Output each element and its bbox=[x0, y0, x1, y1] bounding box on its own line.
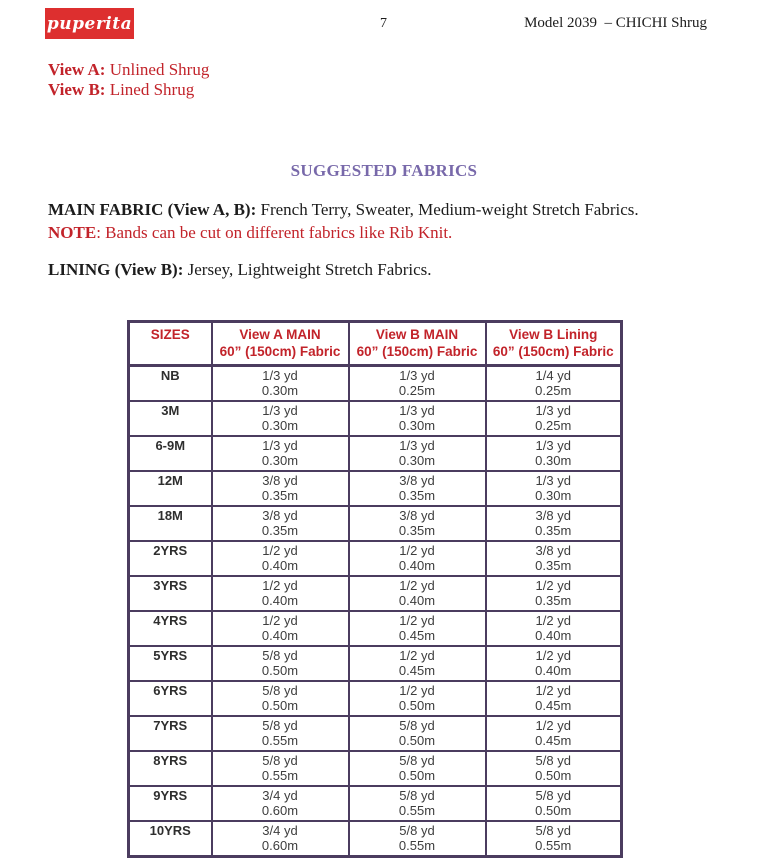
fabric-amount-cell bbox=[212, 821, 349, 857]
meters-value: 0.45m bbox=[398, 663, 436, 678]
meters-value: 0.60m bbox=[261, 838, 299, 853]
table-row bbox=[129, 471, 622, 506]
yardage-value: 1/2 yd bbox=[535, 578, 571, 593]
fabric-amount-cell bbox=[349, 436, 486, 471]
table-row bbox=[129, 611, 622, 646]
view-b-line bbox=[48, 80, 209, 100]
meters-value: 0.35m bbox=[398, 523, 436, 538]
lining-text: Jersey, Lightweight Stretch Fabrics. bbox=[183, 260, 432, 279]
fabric-amount-cell bbox=[349, 786, 486, 821]
main-fabric-text: French Terry, Sweater, Medium-weight Stretch Fabrics. bbox=[256, 200, 639, 219]
meters-value: 0.40m bbox=[535, 663, 572, 678]
table-row bbox=[129, 401, 622, 436]
yardage-value: 1/2 yd bbox=[535, 718, 571, 733]
yardage-value: 1/2 yd bbox=[262, 543, 298, 558]
header-line2: 60” (150cm) Fabric bbox=[356, 344, 478, 359]
yardage-value: 1/3 yd bbox=[262, 368, 298, 383]
meters-value: 0.50m bbox=[398, 768, 436, 783]
header-sizes-label: SIZES bbox=[150, 327, 190, 342]
fabric-amount-cell bbox=[486, 541, 622, 576]
table-row bbox=[129, 436, 622, 471]
table-row bbox=[129, 366, 622, 402]
meters-value: 0.55m bbox=[261, 733, 299, 748]
yardage-value: 5/8 yd bbox=[262, 683, 298, 698]
yardage-value: 1/2 yd bbox=[399, 648, 435, 663]
header-line2: 60” (150cm) Fabric bbox=[219, 344, 341, 359]
table-row bbox=[129, 751, 622, 786]
yardage-value: 3/8 yd bbox=[399, 473, 435, 488]
meters-value: 0.60m bbox=[261, 803, 299, 818]
views-block bbox=[48, 60, 209, 99]
fabric-amount-cell bbox=[212, 786, 349, 821]
yardage-value: 1/3 yd bbox=[535, 473, 571, 488]
table-row bbox=[129, 716, 622, 751]
fabric-amount-cell bbox=[486, 366, 622, 402]
yardage-value: 1/4 yd bbox=[535, 368, 571, 383]
meters-value: 0.30m bbox=[535, 488, 572, 503]
fabric-amount-cell bbox=[486, 506, 622, 541]
fabric-amount-cell bbox=[349, 751, 486, 786]
main-fabric-paragraph bbox=[48, 199, 639, 221]
meters-value: 0.30m bbox=[398, 418, 436, 433]
yardage-value: 5/8 yd bbox=[399, 753, 435, 768]
fabric-amount-cell bbox=[212, 541, 349, 576]
note-label: NOTE bbox=[48, 223, 97, 242]
size-cell: 8YRS bbox=[129, 751, 212, 786]
fabric-amount-cell bbox=[486, 786, 622, 821]
fabric-amount-cell bbox=[486, 576, 622, 611]
meters-value: 0.45m bbox=[398, 628, 436, 643]
size-cell: 12M bbox=[129, 471, 212, 506]
size-cell: 6-9M bbox=[129, 436, 212, 471]
fabric-amount-cell bbox=[349, 611, 486, 646]
fabric-amount-cell bbox=[349, 366, 486, 402]
yardage-value: 1/3 yd bbox=[535, 438, 571, 453]
main-fabric-label: MAIN FABRIC (View A, B): bbox=[48, 200, 257, 219]
fabric-amount-cell bbox=[212, 646, 349, 681]
yardage-value: 1/2 yd bbox=[535, 613, 571, 628]
meters-value: 0.25m bbox=[535, 383, 572, 398]
yardage-value: 3/4 yd bbox=[262, 823, 298, 838]
fabric-amount-cell bbox=[212, 506, 349, 541]
size-cell: 4YRS bbox=[129, 611, 212, 646]
fabric-amount-cell bbox=[349, 541, 486, 576]
view-a-line bbox=[48, 60, 209, 80]
yardage-value: 1/3 yd bbox=[399, 403, 435, 418]
yardage-value: 1/2 yd bbox=[399, 543, 435, 558]
yardage-value: 3/8 yd bbox=[535, 508, 571, 523]
table-row bbox=[129, 821, 622, 857]
fabric-amount-cell bbox=[349, 576, 486, 611]
view-a-text: Unlined Shrug bbox=[105, 60, 210, 79]
yardage-value: 1/2 yd bbox=[262, 578, 298, 593]
meters-value: 0.45m bbox=[535, 698, 572, 713]
meters-value: 0.50m bbox=[398, 698, 436, 713]
yardage-value: 1/3 yd bbox=[262, 403, 298, 418]
fabric-amount-cell bbox=[486, 646, 622, 681]
meters-value: 0.40m bbox=[261, 593, 299, 608]
header-line1: View B Lining bbox=[509, 327, 598, 342]
yardage-value: 1/2 yd bbox=[535, 648, 571, 663]
section-title: SUGGESTED FABRICS bbox=[290, 161, 478, 180]
yardage-value: 3/8 yd bbox=[262, 508, 298, 523]
note-paragraph bbox=[48, 222, 452, 244]
meters-value: 0.40m bbox=[398, 558, 436, 573]
model-title: Model 2039 – CHICHI Shrug bbox=[524, 15, 707, 31]
yardage-value: 1/3 yd bbox=[262, 438, 298, 453]
meters-value: 0.30m bbox=[535, 453, 572, 468]
size-cell: 18M bbox=[129, 506, 212, 541]
note-text: : Bands can be cut on different fabrics like Rib Knit. bbox=[96, 223, 453, 242]
size-cell: 3M bbox=[129, 401, 212, 436]
yardage-value: 1/2 yd bbox=[399, 683, 435, 698]
yardage-value: 1/3 yd bbox=[535, 403, 571, 418]
yardage-value: 5/8 yd bbox=[262, 718, 298, 733]
fabric-amount-cell bbox=[349, 506, 486, 541]
page-number: 7 bbox=[380, 16, 387, 31]
size-cell: 2YRS bbox=[129, 541, 212, 576]
meters-value: 0.40m bbox=[261, 628, 299, 643]
fabric-amount-cell bbox=[486, 821, 622, 857]
fabric-table-body bbox=[129, 366, 622, 857]
meters-value: 0.35m bbox=[398, 488, 436, 503]
fabric-amount-cell bbox=[486, 401, 622, 436]
yardage-value: 1/2 yd bbox=[399, 578, 435, 593]
meters-value: 0.40m bbox=[261, 558, 299, 573]
meters-value: 0.25m bbox=[535, 418, 572, 433]
size-cell: 3YRS bbox=[129, 576, 212, 611]
meters-value: 0.25m bbox=[398, 383, 436, 398]
meters-value: 0.30m bbox=[398, 453, 436, 468]
lining-label: LINING (View B): bbox=[48, 260, 184, 279]
meters-value: 0.55m bbox=[398, 838, 436, 853]
meters-value: 0.50m bbox=[535, 803, 572, 818]
yardage-value: 1/3 yd bbox=[399, 368, 435, 383]
meters-value: 0.45m bbox=[535, 733, 572, 748]
yardage-value: 5/8 yd bbox=[535, 753, 571, 768]
fabric-amount-cell bbox=[486, 436, 622, 471]
table-row bbox=[129, 646, 622, 681]
meters-value: 0.35m bbox=[535, 593, 572, 608]
yardage-value: 5/8 yd bbox=[535, 788, 571, 803]
yardage-value: 3/8 yd bbox=[399, 508, 435, 523]
fabric-amount-cell bbox=[349, 471, 486, 506]
fabric-amount-cell bbox=[486, 611, 622, 646]
fabric-amount-cell bbox=[349, 681, 486, 716]
yardage-value: 1/2 yd bbox=[535, 683, 571, 698]
table-row bbox=[129, 786, 622, 821]
fabric-amount-cell bbox=[212, 471, 349, 506]
meters-value: 0.55m bbox=[398, 803, 436, 818]
meters-value: 0.35m bbox=[535, 523, 572, 538]
meters-value: 0.30m bbox=[261, 383, 299, 398]
yardage-value: 3/8 yd bbox=[535, 543, 571, 558]
fabric-amount-cell bbox=[212, 366, 349, 402]
header-line1: View B MAIN bbox=[375, 327, 459, 342]
meters-value: 0.35m bbox=[261, 488, 299, 503]
table-row bbox=[129, 576, 622, 611]
fabric-amount-cell bbox=[349, 716, 486, 751]
table-row bbox=[129, 681, 622, 716]
meters-value: 0.40m bbox=[398, 593, 436, 608]
table-row bbox=[129, 506, 622, 541]
fabric-amount-cell bbox=[212, 611, 349, 646]
meters-value: 0.35m bbox=[535, 558, 572, 573]
yardage-value: 1/2 yd bbox=[262, 613, 298, 628]
fabric-amount-cell bbox=[212, 401, 349, 436]
fabric-amount-cell bbox=[486, 751, 622, 786]
logo-text: puperita bbox=[46, 13, 133, 34]
fabric-requirements-table bbox=[127, 320, 623, 858]
view-a-label: View A: bbox=[48, 60, 106, 79]
header-sizes bbox=[129, 322, 212, 366]
header-view-a-main bbox=[212, 322, 349, 366]
header-view-b-lining bbox=[486, 322, 622, 366]
yardage-value: 1/2 yd bbox=[399, 613, 435, 628]
size-cell: 7YRS bbox=[129, 716, 212, 751]
yardage-value: 3/4 yd bbox=[262, 788, 298, 803]
fabric-amount-cell bbox=[349, 821, 486, 857]
yardage-value: 5/8 yd bbox=[399, 823, 435, 838]
fabric-amount-cell bbox=[486, 716, 622, 751]
size-cell: 6YRS bbox=[129, 681, 212, 716]
meters-value: 0.35m bbox=[261, 523, 299, 538]
view-b-label: View B: bbox=[48, 79, 106, 99]
yardage-value: 5/8 yd bbox=[262, 753, 298, 768]
view-b-text: Lined Shrug bbox=[105, 79, 195, 99]
yardage-value: 5/8 yd bbox=[262, 648, 298, 663]
meters-value: 0.30m bbox=[261, 453, 299, 468]
yardage-value: 5/8 yd bbox=[399, 788, 435, 803]
size-cell: NB bbox=[129, 366, 212, 402]
fabric-amount-cell bbox=[486, 681, 622, 716]
header-view-b-main bbox=[349, 322, 486, 366]
yardage-value: 5/8 yd bbox=[399, 718, 435, 733]
fabric-amount-cell bbox=[486, 471, 622, 506]
size-cell: 9YRS bbox=[129, 786, 212, 821]
yardage-value: 3/8 yd bbox=[262, 473, 298, 488]
meters-value: 0.50m bbox=[398, 733, 436, 748]
meters-value: 0.50m bbox=[261, 663, 299, 678]
size-cell: 5YRS bbox=[129, 646, 212, 681]
yardage-value: 1/3 yd bbox=[399, 438, 435, 453]
fabric-amount-cell bbox=[212, 716, 349, 751]
fabric-amount-cell bbox=[212, 681, 349, 716]
fabric-amount-cell bbox=[349, 401, 486, 436]
meters-value: 0.50m bbox=[261, 698, 299, 713]
header-line2: 60” (150cm) Fabric bbox=[492, 344, 614, 359]
meters-value: 0.50m bbox=[535, 768, 572, 783]
fabric-amount-cell bbox=[212, 436, 349, 471]
meters-value: 0.55m bbox=[261, 768, 299, 783]
table-header-row bbox=[129, 322, 622, 366]
size-cell: 10YRS bbox=[129, 821, 212, 857]
fabric-amount-cell bbox=[212, 576, 349, 611]
fabric-amount-cell bbox=[349, 646, 486, 681]
table-row bbox=[129, 541, 622, 576]
meters-value: 0.55m bbox=[535, 838, 572, 853]
meters-value: 0.30m bbox=[261, 418, 299, 433]
lining-paragraph bbox=[48, 259, 432, 281]
meters-value: 0.40m bbox=[535, 628, 572, 643]
yardage-value: 5/8 yd bbox=[535, 823, 571, 838]
header-line1: View A MAIN bbox=[239, 327, 321, 342]
fabric-amount-cell bbox=[212, 751, 349, 786]
